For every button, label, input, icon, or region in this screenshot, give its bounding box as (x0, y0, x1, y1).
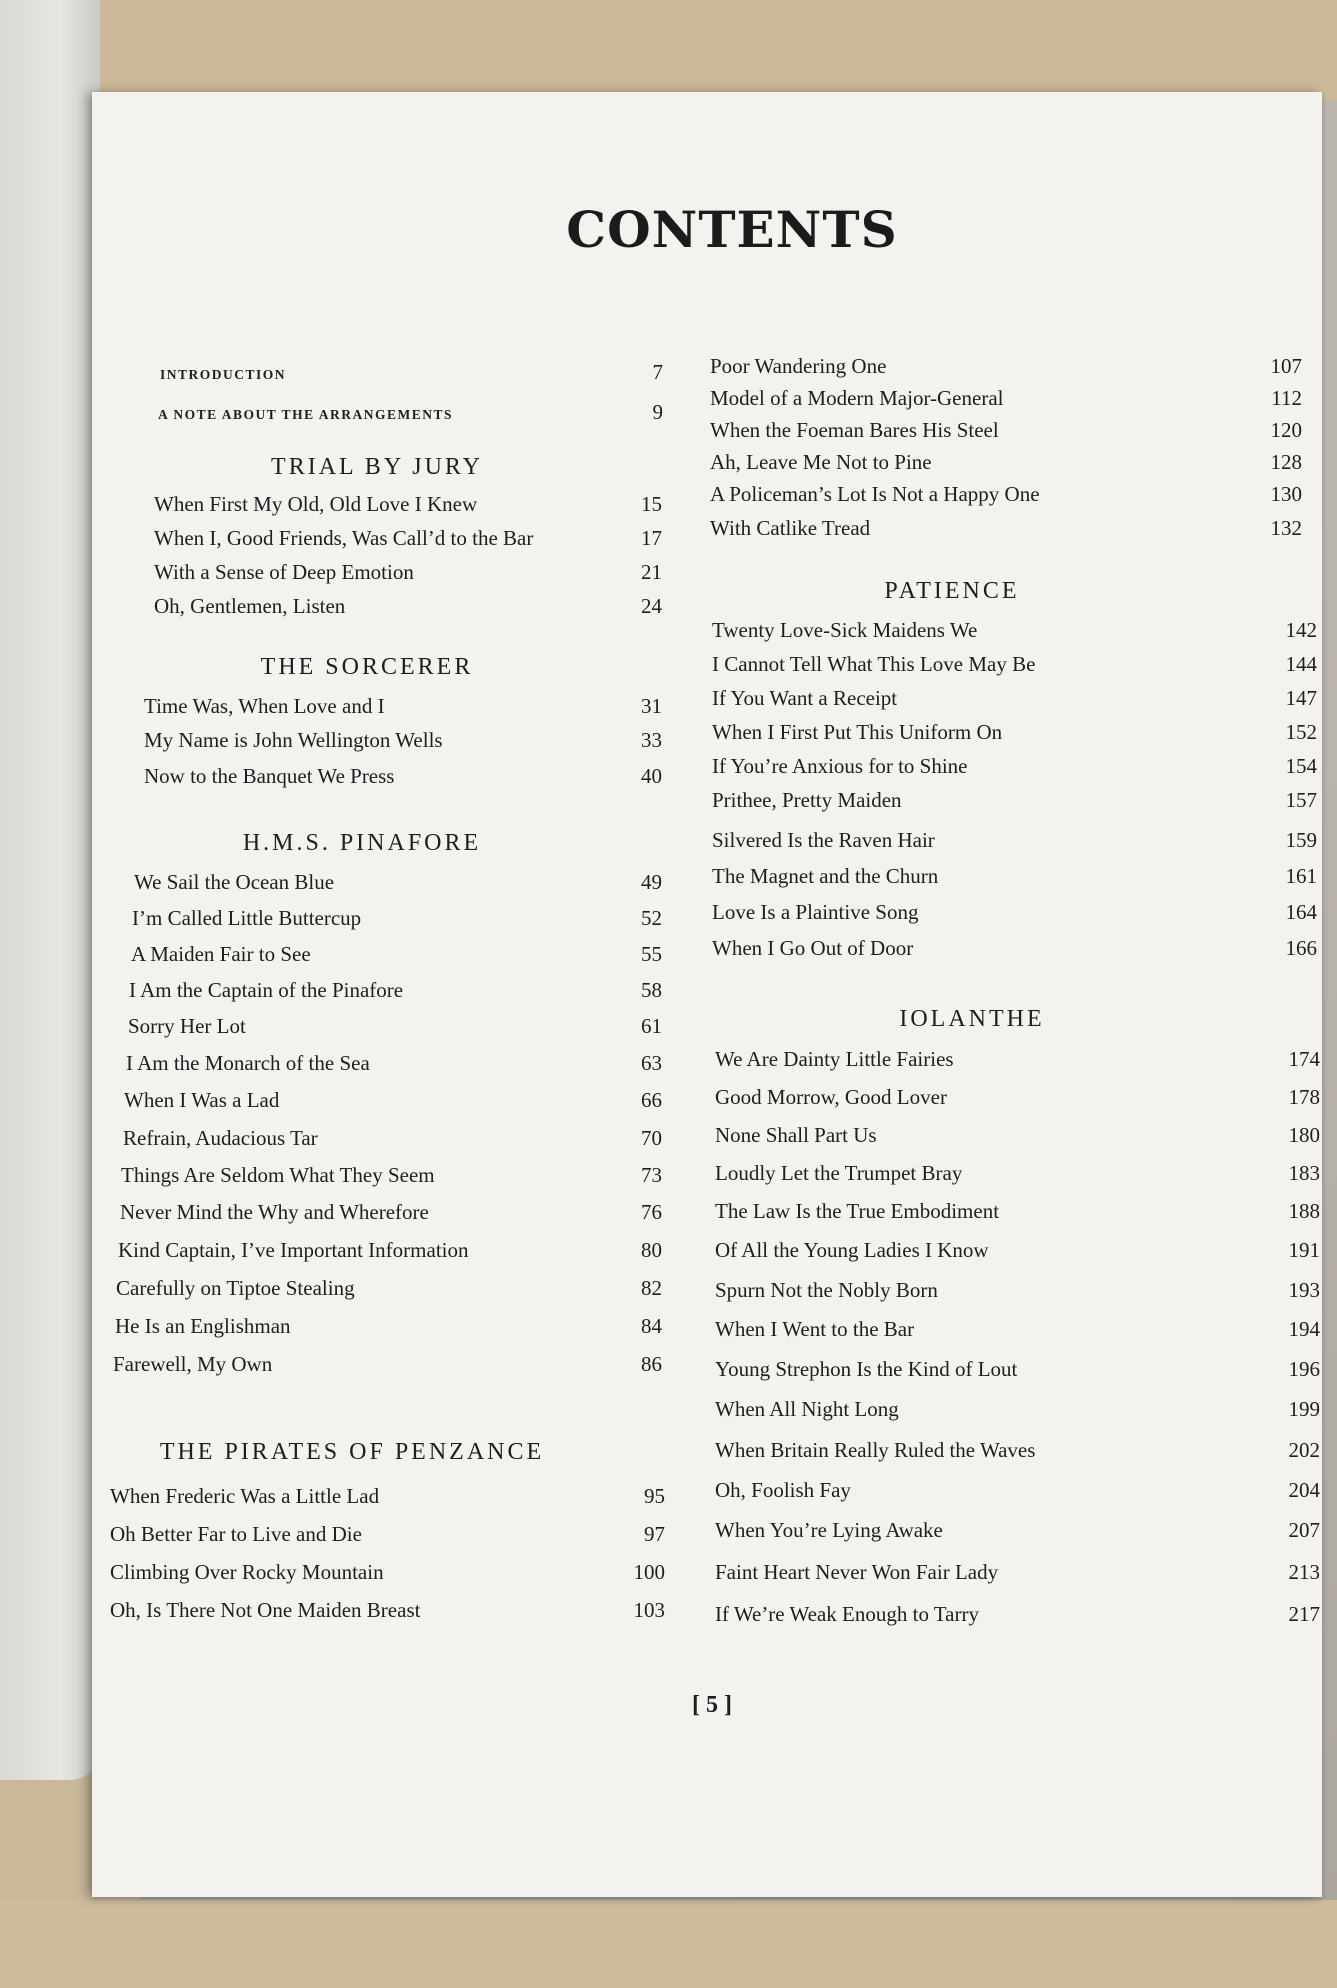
toc-entry-page: 103 (633, 1598, 665, 1622)
toc-entry-title: Climbing Over Rocky Mountain (110, 1560, 384, 1584)
toc-entry-page: 55 (641, 942, 662, 966)
toc-entry-page: 21 (641, 560, 662, 584)
toc-entry-page: 63 (641, 1051, 662, 1075)
toc-entry (113, 1352, 662, 1377)
toc-entry-page: 61 (641, 1014, 662, 1038)
toc-entry (712, 720, 1317, 745)
toc-entry (118, 1238, 662, 1263)
toc-entry (715, 1238, 1320, 1263)
toc-entry-title: When I Go Out of Door (712, 936, 914, 960)
toc-entry-page: 82 (641, 1276, 662, 1300)
toc-entry-page: 213 (1288, 1560, 1320, 1584)
toc-entry (123, 1126, 662, 1151)
toc-entry-title: Time Was, When Love and I (144, 694, 385, 718)
toc-entry-page: 217 (1288, 1602, 1320, 1626)
toc-entry (712, 652, 1317, 677)
toc-entry (710, 354, 1302, 379)
toc-entry-title: A Maiden Fair to See (131, 942, 311, 966)
page-number: [ 5 ] (692, 1692, 732, 1718)
toc-entry-page: 202 (1288, 1438, 1320, 1462)
page-title: CONTENTS (566, 200, 898, 259)
toc-entry (715, 1560, 1320, 1585)
section-heading: IOLANTHE (899, 1006, 1045, 1032)
toc-entry-title: When Frederic Was a Little Lad (110, 1484, 380, 1508)
toc-entry-page: 95 (644, 1484, 665, 1508)
cardboard-box-top (80, 0, 1337, 100)
toc-entry-page: 128 (1270, 450, 1302, 474)
toc-entry-page: 7 (652, 360, 663, 384)
toc-entry-page: 174 (1288, 1047, 1320, 1071)
toc-entry (715, 1085, 1320, 1110)
toc-entry-title: We Sail the Ocean Blue (134, 870, 335, 894)
toc-entry-title: Loudly Let the Trumpet Bray (715, 1161, 963, 1185)
section-heading: H.M.S. PINAFORE (242, 830, 482, 856)
toc-entry (712, 864, 1317, 889)
toc-entry-title: Farewell, My Own (113, 1352, 273, 1376)
toc-entry (154, 594, 662, 619)
toc-entry-page: 70 (641, 1126, 662, 1150)
toc-entry-page: 183 (1288, 1161, 1320, 1185)
toc-entry-page: 80 (641, 1238, 662, 1262)
toc-entry-title: Oh, Foolish Fay (715, 1478, 851, 1502)
toc-entry (715, 1047, 1320, 1072)
toc-entry-title: Good Morrow, Good Lover (715, 1085, 947, 1109)
toc-entry (126, 1051, 662, 1076)
toc-entry (712, 788, 1317, 813)
toc-entry-title: Faint Heart Never Won Fair Lady (715, 1560, 999, 1584)
toc-entry-title: With a Sense of Deep Emotion (154, 560, 414, 584)
toc-entry-page: 193 (1288, 1278, 1320, 1302)
toc-entry-page: 73 (641, 1163, 662, 1187)
toc-entry-title: When I, Good Friends, Was Call’d to the Bar (154, 526, 534, 550)
toc-entry-page: 196 (1288, 1357, 1320, 1381)
toc-entry-title: Young Strephon Is the Kind of Lout (715, 1357, 1018, 1381)
toc-entry (715, 1478, 1320, 1503)
toc-entry-title: INTRODUCTION (160, 367, 287, 382)
toc-entry-page: 157 (1285, 788, 1317, 812)
toc-entry (712, 754, 1317, 779)
toc-entry-page: 188 (1288, 1199, 1320, 1223)
toc-entry-page: 152 (1285, 720, 1317, 744)
toc-entry-page: 199 (1288, 1397, 1320, 1421)
toc-entry-page: 33 (641, 728, 662, 752)
toc-entry-page: 9 (652, 400, 663, 424)
toc-entry-title: Oh, Is There Not One Maiden Breast (110, 1598, 421, 1622)
toc-entry-page: 100 (633, 1560, 665, 1584)
toc-entry-page: 166 (1285, 936, 1317, 960)
toc-entry-title: Refrain, Audacious Tar (123, 1126, 318, 1150)
toc-entry-title: The Law Is the True Embodiment (715, 1199, 1000, 1223)
toc-entry-page: 142 (1285, 618, 1317, 642)
toc-entry (154, 492, 662, 517)
toc-entry (710, 516, 1302, 541)
toc-entry (144, 728, 662, 753)
toc-entry-title: When First My Old, Old Love I Knew (154, 492, 478, 516)
toc-entry (715, 1317, 1320, 1342)
toc-entry-page: 31 (641, 694, 662, 718)
toc-entry (715, 1518, 1320, 1543)
toc-entry-title: Sorry Her Lot (128, 1014, 246, 1038)
toc-entry (129, 978, 662, 1003)
toc-entry-title: Things Are Seldom What They Seem (121, 1163, 435, 1187)
toc-entry-title: I’m Called Little Buttercup (132, 906, 362, 930)
previous-page-edge (0, 0, 100, 1780)
toc-entry-title: When Britain Really Ruled the Waves (715, 1438, 1036, 1462)
toc-entry (715, 1602, 1320, 1627)
toc-entry-title: Of All the Young Ladies I Know (715, 1238, 989, 1262)
toc-entry-title: Oh Better Far to Live and Die (110, 1522, 362, 1546)
toc-entry-title: If You’re Anxious for to Shine (712, 754, 968, 778)
toc-entry-title: Ah, Leave Me Not to Pine (710, 450, 932, 474)
toc-entry-title: When the Foeman Bares His Steel (710, 418, 999, 442)
toc-entry (154, 560, 662, 585)
toc-entry-page: 40 (641, 764, 662, 788)
toc-entry-page: 194 (1288, 1317, 1320, 1341)
toc-entry-title: The Magnet and the Churn (712, 864, 939, 888)
toc-entry-title: With Catlike Tread (710, 516, 871, 540)
toc-entry-title: Carefully on Tiptoe Stealing (116, 1276, 355, 1300)
cardboard-box-bottom (0, 1900, 1337, 1988)
toc-entry (132, 906, 662, 931)
toc-entry-page: 164 (1285, 900, 1317, 924)
toc-entry-title: If We’re Weak Enough to Tarry (715, 1602, 979, 1626)
toc-entry-page: 191 (1288, 1238, 1320, 1262)
toc-entry-title: When You’re Lying Awake (715, 1518, 943, 1542)
toc-entry-title: Never Mind the Why and Wherefore (120, 1200, 429, 1224)
toc-entry-page: 161 (1285, 864, 1317, 888)
toc-entry (715, 1397, 1320, 1422)
toc-entry-page: 86 (641, 1352, 662, 1376)
toc-entry (712, 618, 1317, 643)
toc-entry-title: Twenty Love-Sick Maidens We (712, 618, 978, 642)
toc-entry-title: My Name is John Wellington Wells (144, 728, 443, 752)
toc-entry-page: 112 (1271, 386, 1302, 410)
toc-entry-title: A NOTE ABOUT THE ARRANGEMENTS (158, 407, 454, 422)
toc-entry (110, 1484, 665, 1509)
book-page (92, 92, 1322, 1897)
toc-entry-title: Spurn Not the Nobly Born (715, 1278, 938, 1302)
toc-entry (712, 900, 1317, 925)
toc-entry (712, 828, 1317, 853)
toc-entry (134, 870, 662, 895)
toc-entry-title: Prithee, Pretty Maiden (712, 788, 902, 812)
toc-entry-title: We Are Dainty Little Fairies (715, 1047, 954, 1071)
section-heading: THE PIRATES OF PENZANCE (159, 1439, 545, 1465)
toc-entry (710, 482, 1302, 507)
toc-entry-title: He Is an Englishman (115, 1314, 291, 1338)
toc-entry (712, 936, 1317, 961)
toc-entry (158, 400, 663, 425)
toc-entry-title: Oh, Gentlemen, Listen (154, 594, 346, 618)
toc-entry-title: When All Night Long (715, 1397, 899, 1421)
toc-entry-title: Love Is a Plaintive Song (712, 900, 919, 924)
toc-entry-page: 107 (1270, 354, 1302, 378)
toc-entry (712, 686, 1317, 711)
toc-entry-page: 97 (644, 1522, 665, 1546)
toc-entry (715, 1123, 1320, 1148)
toc-entry-title: Now to the Banquet We Press (144, 764, 395, 788)
toc-entry (715, 1357, 1320, 1382)
toc-entry (154, 526, 662, 551)
toc-entry-page: 58 (641, 978, 662, 1002)
toc-entry-page: 207 (1288, 1518, 1320, 1542)
toc-entry (121, 1163, 662, 1188)
toc-entry-page: 144 (1285, 652, 1317, 676)
toc-entry-page: 15 (641, 492, 662, 516)
toc-entry-page: 120 (1270, 418, 1302, 442)
toc-entry (124, 1088, 662, 1113)
section-heading: PATIENCE (884, 578, 1020, 604)
toc-entry (715, 1161, 1320, 1186)
toc-entry-page: 132 (1270, 516, 1302, 540)
toc-entry (128, 1014, 662, 1039)
toc-entry (110, 1598, 665, 1623)
toc-entry (116, 1276, 662, 1301)
toc-entry-title: None Shall Part Us (715, 1123, 877, 1147)
toc-entry (144, 764, 662, 789)
toc-entry-page: 204 (1288, 1478, 1320, 1502)
toc-entry-title: I Am the Captain of the Pinafore (129, 978, 404, 1002)
toc-entry-title: When I Was a Lad (124, 1088, 280, 1112)
toc-entry-page: 180 (1288, 1123, 1320, 1147)
toc-entry-page: 52 (641, 906, 662, 930)
toc-entry-title: A Policeman’s Lot Is Not a Happy One (710, 482, 1040, 506)
toc-entry-page: 154 (1285, 754, 1317, 778)
toc-entry (110, 1560, 665, 1585)
section-heading: TRIAL BY JURY (271, 454, 483, 480)
toc-entry-page: 130 (1270, 482, 1302, 506)
toc-entry (115, 1314, 662, 1339)
toc-entry-page: 159 (1285, 828, 1317, 852)
toc-entry-page: 17 (641, 526, 662, 550)
toc-entry-title: I Cannot Tell What This Love May Be (712, 652, 1036, 676)
toc-entry (110, 1522, 665, 1547)
toc-entry (715, 1199, 1320, 1224)
toc-entry-page: 66 (641, 1088, 662, 1112)
toc-entry (144, 694, 662, 719)
section-heading: THE SORCERER (260, 654, 474, 680)
toc-entry (710, 386, 1302, 411)
toc-entry (120, 1200, 662, 1225)
toc-entry-title: I Am the Monarch of the Sea (126, 1051, 370, 1075)
toc-entry (160, 360, 663, 385)
toc-entry (710, 450, 1302, 475)
toc-entry (131, 942, 662, 967)
toc-entry-page: 147 (1285, 686, 1317, 710)
toc-entry-title: When I Went to the Bar (715, 1317, 915, 1341)
toc-entry-page: 84 (641, 1314, 662, 1338)
toc-entry-title: Model of a Modern Major-General (710, 386, 1004, 410)
toc-entry (715, 1438, 1320, 1463)
toc-entry (710, 418, 1302, 443)
toc-entry-page: 49 (641, 870, 662, 894)
toc-entry-title: If You Want a Receipt (712, 686, 898, 710)
toc-entry-page: 24 (641, 594, 662, 618)
toc-entry-title: Kind Captain, I’ve Important Information (118, 1238, 469, 1262)
toc-entry-title: When I First Put This Uniform On (712, 720, 1003, 744)
toc-entry-page: 178 (1288, 1085, 1320, 1109)
toc-entry-page: 76 (641, 1200, 662, 1224)
toc-entry-title: Poor Wandering One (710, 354, 887, 378)
toc-entry-title: Silvered Is the Raven Hair (712, 828, 935, 852)
toc-entry (715, 1278, 1320, 1303)
